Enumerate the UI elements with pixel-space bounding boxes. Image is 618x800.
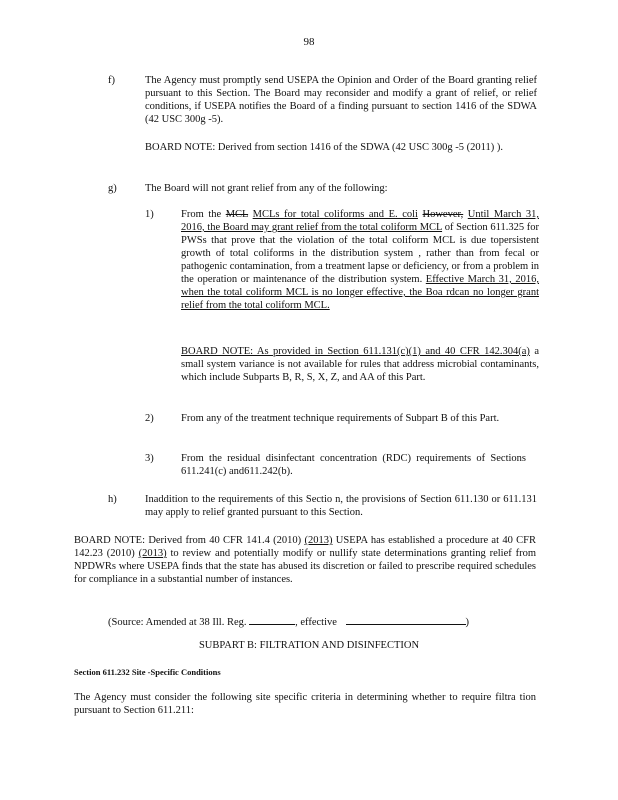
item-g1-label: 1) (145, 209, 154, 220)
section-heading: Section 611.232 Site -Specific Conditions (74, 667, 221, 677)
board-note-inserted: (2013) (138, 548, 167, 559)
section-intro: The Agency must consider the following site specific criteria in determining whether to require filtra tion pursuant to Section 611.211: (74, 692, 536, 716)
g1-note-text: a small system variance is not available for rules that address microbial contaminants, which include Subparts B, R, S, X, Z, and AA of this Part. (181, 346, 540, 383)
item-g2-label: 2) (145, 413, 154, 424)
item-g3-label: 3) (145, 453, 154, 464)
g1-struck-text: However, (422, 209, 464, 220)
board-note-text: BOARD NOTE: Derived from 40 CFR 141.4 (2010) (74, 535, 302, 546)
item-f-text: The Agency must promptly send USEPA the Opinion and Order of the Board granting relief pursuant to this Section. The Board may reconsider and modify a grant of relief, or relief conditions, if USEPA notifies the Board of a finding pursuant to section 1416 of the SDWA (42 USC 300g -5). (145, 75, 537, 125)
g1-inserted-text: MCLs for total coliforms and E. coli (252, 209, 418, 220)
item-f-label: f) (108, 75, 115, 86)
item-h-text: Inaddition to the requirements of this Sectio n, the provisions of Section 611.130 or 611.131 may apply to relief granted pursuant to this Section. (145, 494, 537, 518)
item-f-board-note: BOARD NOTE: Derived from section 1416 of the SDWA (42 USC 300g -5 (2011) ). (145, 142, 504, 153)
item-h-label: h) (108, 494, 117, 505)
item-g1-board-note (181, 345, 539, 384)
g1-note-inserted: BOARD NOTE: As provided in Section 611.131(c)(1) and 40 CFR 142.304(a) (181, 346, 530, 357)
item-g1-text (181, 208, 539, 312)
board-note-text: USEPA has established a procedure at 40 CFR 142.23 (2010) (74, 535, 536, 559)
source-text: ) (465, 617, 470, 628)
item-g-text: The Board will not grant relief from any of the following: (145, 183, 388, 194)
board-note-inserted: (2013) (304, 535, 333, 546)
g1-text-part: From the (181, 209, 222, 220)
g1-struck-text: MCL (225, 209, 249, 220)
source-text: , effective (295, 617, 337, 628)
effective-date-blank (346, 614, 466, 625)
item-g3-text: From the residual disinfectant concentration (RDC) requirements of Sections 611.241(c) and611.242(b). (181, 453, 526, 477)
item-g-label: g) (108, 183, 117, 194)
source-line (108, 614, 528, 629)
board-note-text: to review and potentially modify or nullify state determinations granting relief from NPDWRs where USEPA finds that the state has abused its discretion or failed to prescribe required schedules for compliance in a substantial number of instances. (74, 548, 537, 585)
subpart-heading: SUBPART B: FILTRATION AND DISINFECTION (198, 640, 420, 651)
item-g2-text: From any of the treatment technique requirements of Subpart B of this Part. (181, 413, 500, 424)
register-page-blank (249, 614, 295, 625)
source-text: (Source: Amended at 38 Ill. Reg. (108, 617, 247, 628)
page-number: 98 (303, 36, 315, 48)
section-board-note (74, 534, 536, 586)
g1-text-part: of Section 611.325 for PWSs that prove that the violation of the total coliform MCL is due topersistent growth of total coliforms in the distribution system , rather than from fecal or pathogenic contamination, from a treatment lapse or deficiency, or from a problem in the operation or maintenance of the distribution system. (181, 222, 539, 285)
g1-inserted-text: Until March 31, 2016, the Board may grant relief from the total coliform MCL (181, 209, 539, 233)
g1-inserted-text: Effective March 31, 2016, when the total coliform MCL is no longer effective, the Boa rdcan no longer grant relief from the total coliform MCL. (181, 274, 540, 311)
